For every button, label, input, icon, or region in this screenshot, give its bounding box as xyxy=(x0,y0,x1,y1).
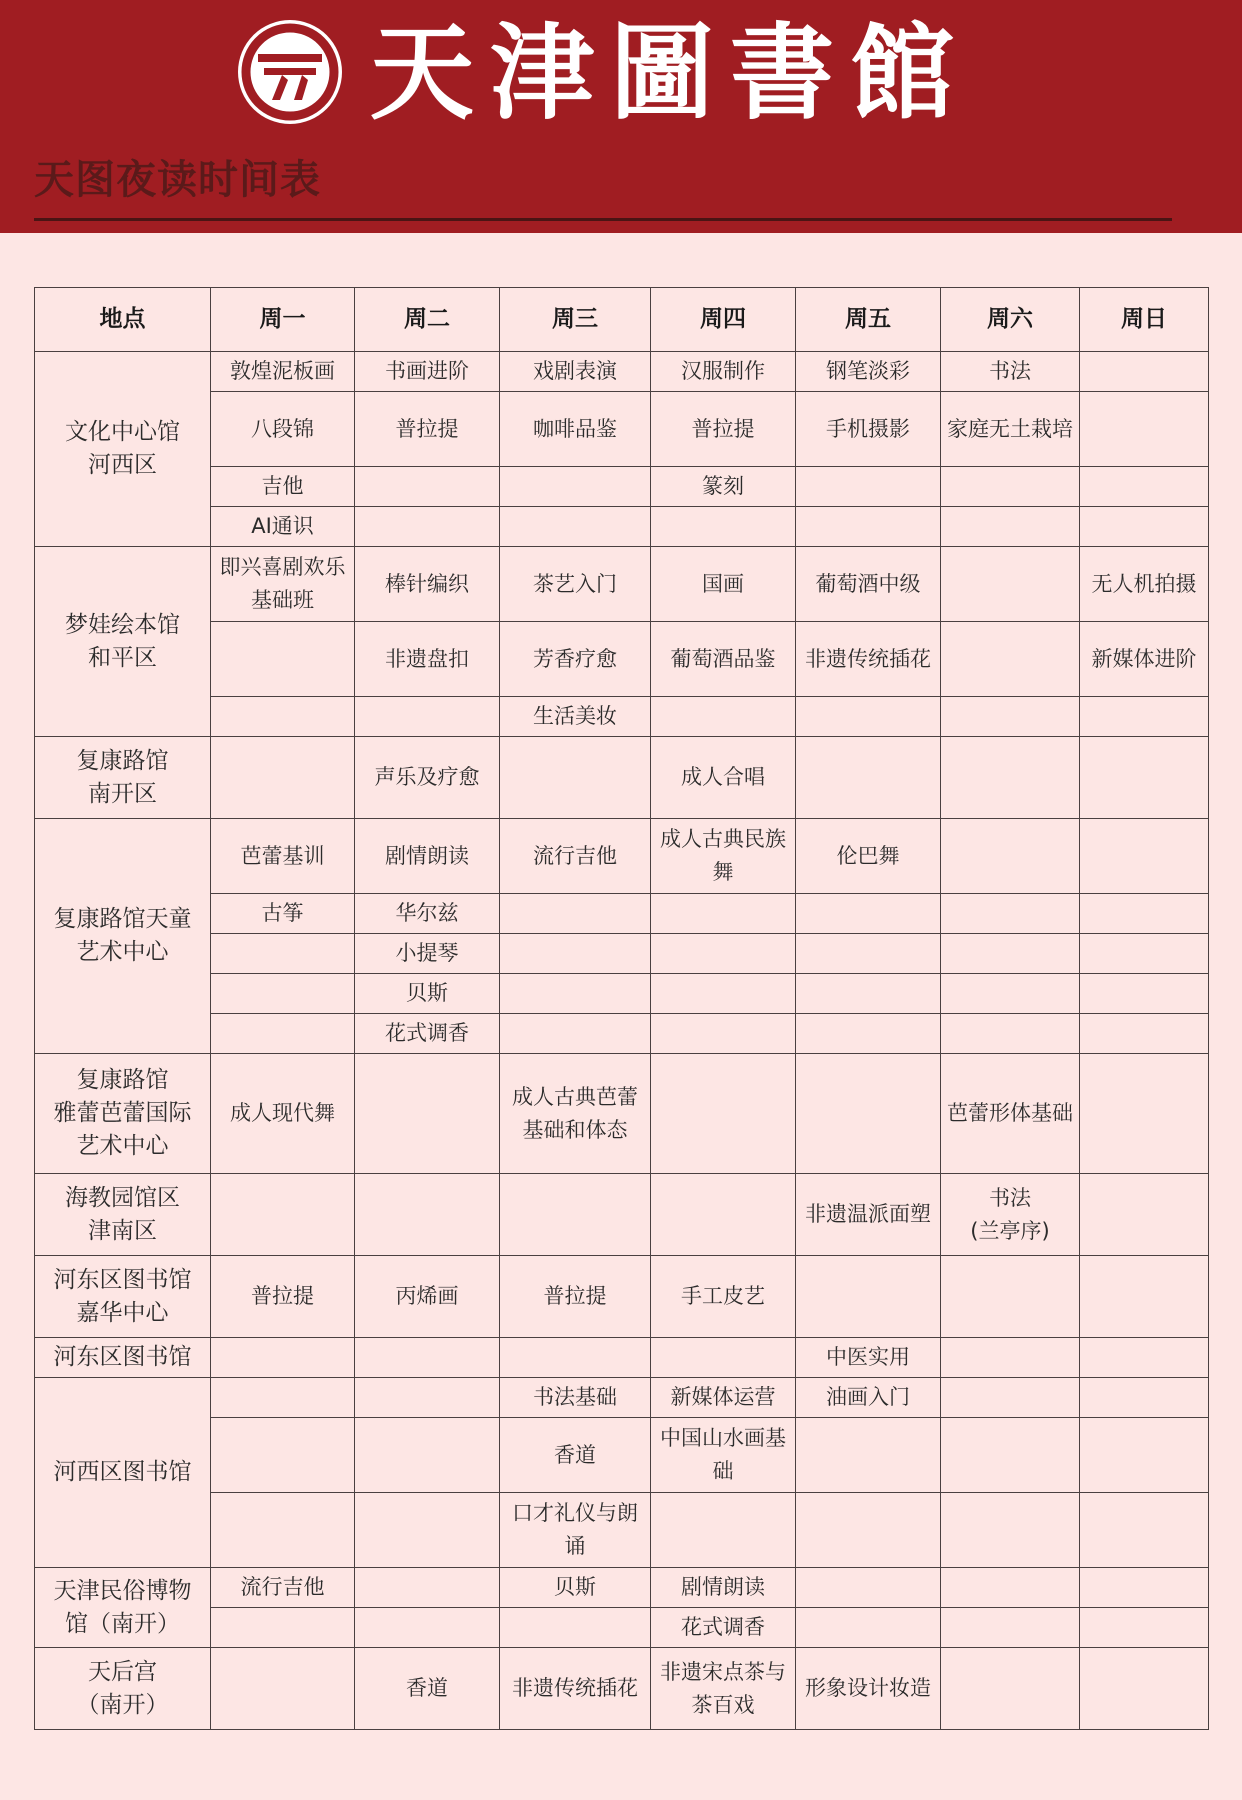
class-cell-tue xyxy=(355,1338,500,1378)
col-header-location: 地点 xyxy=(35,288,211,352)
class-cell-thu xyxy=(651,697,796,737)
class-cell-sun xyxy=(1080,934,1209,974)
library-logo xyxy=(238,20,342,124)
class-cell-tue xyxy=(355,1378,500,1418)
class-cell-sat: 家庭无土栽培 xyxy=(941,392,1080,467)
class-cell-thu xyxy=(651,507,796,547)
class-cell-sat xyxy=(941,1338,1080,1378)
class-cell-sun xyxy=(1080,894,1209,934)
class-cell-sun xyxy=(1080,467,1209,507)
class-cell-wed xyxy=(500,507,651,547)
class-cell-mon: 即兴喜剧欢乐基础班 xyxy=(211,547,355,622)
class-cell-fri: 伦巴舞 xyxy=(796,819,941,894)
class-cell-sun xyxy=(1080,1054,1209,1174)
class-cell-fri xyxy=(796,1568,941,1608)
class-cell-fri xyxy=(796,1256,941,1338)
location-cell: 天津民俗博物 馆（南开） xyxy=(35,1568,211,1648)
class-cell-fri: 形象设计妆造 xyxy=(796,1648,941,1730)
class-cell-thu: 成人合唱 xyxy=(651,737,796,819)
table-row xyxy=(35,467,1209,507)
class-cell-wed: 普拉提 xyxy=(500,1256,651,1338)
class-cell-sun xyxy=(1080,819,1209,894)
class-cell-mon xyxy=(211,1378,355,1418)
table-row xyxy=(35,1568,1209,1608)
class-cell-sat xyxy=(941,1378,1080,1418)
class-cell-thu: 篆刻 xyxy=(651,467,796,507)
schedule-table xyxy=(34,287,1209,1730)
class-cell-thu: 剧情朗读 xyxy=(651,1568,796,1608)
class-cell-wed xyxy=(500,1338,651,1378)
class-cell-sun xyxy=(1080,737,1209,819)
class-cell-tue xyxy=(355,1608,500,1648)
class-cell-fri: 葡萄酒中级 xyxy=(796,547,941,622)
col-header-tue: 周二 xyxy=(355,288,500,352)
class-cell-wed xyxy=(500,934,651,974)
class-cell-wed: 非遗传统插花 xyxy=(500,1648,651,1730)
class-cell-fri xyxy=(796,1493,941,1568)
class-cell-wed: 流行吉他 xyxy=(500,819,651,894)
class-cell-thu xyxy=(651,1338,796,1378)
class-cell-sat xyxy=(941,697,1080,737)
class-cell-sun xyxy=(1080,392,1209,467)
table-header-row xyxy=(35,288,1209,352)
class-cell-mon: 芭蕾基训 xyxy=(211,819,355,894)
class-cell-tue: 普拉提 xyxy=(355,392,500,467)
class-cell-fri: 非遗温派面塑 xyxy=(796,1174,941,1256)
class-cell-wed xyxy=(500,467,651,507)
class-cell-wed: 香道 xyxy=(500,1418,651,1493)
class-cell-tue xyxy=(355,697,500,737)
class-cell-fri: 油画入门 xyxy=(796,1378,941,1418)
class-cell-thu: 成人古典民族舞 xyxy=(651,819,796,894)
class-cell-wed xyxy=(500,1608,651,1648)
class-cell-mon xyxy=(211,1493,355,1568)
table-row xyxy=(35,934,1209,974)
class-cell-thu xyxy=(651,1014,796,1054)
class-cell-wed xyxy=(500,1014,651,1054)
location-cell: 天后宫 （南开） xyxy=(35,1648,211,1730)
class-cell-tue xyxy=(355,467,500,507)
class-cell-sat xyxy=(941,1014,1080,1054)
class-cell-thu xyxy=(651,934,796,974)
class-cell-mon xyxy=(211,737,355,819)
class-cell-mon xyxy=(211,1174,355,1256)
col-header-mon: 周一 xyxy=(211,288,355,352)
table-row xyxy=(35,392,1209,467)
class-cell-tue xyxy=(355,1054,500,1174)
class-cell-fri xyxy=(796,737,941,819)
class-cell-tue xyxy=(355,1493,500,1568)
class-cell-wed: 芳香疗愈 xyxy=(500,622,651,697)
class-cell-sat xyxy=(941,1568,1080,1608)
table-row xyxy=(35,1174,1209,1256)
class-cell-thu: 国画 xyxy=(651,547,796,622)
class-cell-sun xyxy=(1080,1648,1209,1730)
class-cell-tue: 香道 xyxy=(355,1648,500,1730)
col-header-fri: 周五 xyxy=(796,288,941,352)
class-cell-sat xyxy=(941,1418,1080,1493)
location-cell: 河西区图书馆 xyxy=(35,1378,211,1568)
class-cell-fri xyxy=(796,697,941,737)
col-header-thu: 周四 xyxy=(651,288,796,352)
location-cell: 文化中心馆 河西区 xyxy=(35,352,211,547)
class-cell-thu: 普拉提 xyxy=(651,392,796,467)
class-cell-fri xyxy=(796,467,941,507)
class-cell-fri: 中医实用 xyxy=(796,1338,941,1378)
class-cell-fri: 手机摄影 xyxy=(796,392,941,467)
library-logo-icon xyxy=(238,20,342,124)
class-cell-fri: 非遗传统插花 xyxy=(796,622,941,697)
class-cell-mon xyxy=(211,697,355,737)
table-row xyxy=(35,1338,1209,1378)
class-cell-sat xyxy=(941,819,1080,894)
table-row xyxy=(35,697,1209,737)
class-cell-sun xyxy=(1080,1493,1209,1568)
location-cell: 河东区图书馆 xyxy=(35,1338,211,1378)
class-cell-wed xyxy=(500,737,651,819)
class-cell-sun xyxy=(1080,507,1209,547)
class-cell-mon xyxy=(211,1338,355,1378)
class-cell-wed: 生活美妆 xyxy=(500,697,651,737)
class-cell-thu xyxy=(651,1493,796,1568)
col-header-sun: 周日 xyxy=(1080,288,1209,352)
class-cell-mon: 成人现代舞 xyxy=(211,1054,355,1174)
class-cell-wed xyxy=(500,974,651,1014)
class-cell-sat xyxy=(941,737,1080,819)
class-cell-tue: 声乐及疗愈 xyxy=(355,737,500,819)
header-banner xyxy=(0,0,1242,233)
class-cell-fri xyxy=(796,1608,941,1648)
class-cell-sat xyxy=(941,934,1080,974)
class-cell-sun: 新媒体进阶 xyxy=(1080,622,1209,697)
table-row xyxy=(35,1648,1209,1730)
class-cell-wed xyxy=(500,894,651,934)
table-row xyxy=(35,1378,1209,1418)
class-cell-mon: 敦煌泥板画 xyxy=(211,352,355,392)
class-cell-sun xyxy=(1080,697,1209,737)
class-cell-wed: 戏剧表演 xyxy=(500,352,651,392)
location-cell: 河东区图书馆 嘉华中心 xyxy=(35,1256,211,1338)
class-cell-tue xyxy=(355,1568,500,1608)
class-cell-sun xyxy=(1080,1568,1209,1608)
class-cell-wed: 茶艺入门 xyxy=(500,547,651,622)
table-row xyxy=(35,547,1209,622)
class-cell-thu: 中国山水画基础 xyxy=(651,1418,796,1493)
table-row xyxy=(35,894,1209,934)
col-header-wed: 周三 xyxy=(500,288,651,352)
table-row xyxy=(35,1054,1209,1174)
class-cell-sat xyxy=(941,467,1080,507)
class-cell-sat xyxy=(941,547,1080,622)
class-cell-tue: 小提琴 xyxy=(355,934,500,974)
class-cell-thu xyxy=(651,974,796,1014)
class-cell-sun xyxy=(1080,1418,1209,1493)
table-row xyxy=(35,622,1209,697)
class-cell-tue: 非遗盘扣 xyxy=(355,622,500,697)
class-cell-wed: 咖啡品鉴 xyxy=(500,392,651,467)
class-cell-tue xyxy=(355,1418,500,1493)
table-row xyxy=(35,819,1209,894)
location-cell: 梦娃绘本馆 和平区 xyxy=(35,547,211,737)
class-cell-mon xyxy=(211,1014,355,1054)
class-cell-sat xyxy=(941,1648,1080,1730)
class-cell-thu xyxy=(651,1054,796,1174)
class-cell-thu: 非遗宋点茶与茶百戏 xyxy=(651,1648,796,1730)
class-cell-thu: 手工皮艺 xyxy=(651,1256,796,1338)
class-cell-mon: AI通识 xyxy=(211,507,355,547)
class-cell-fri xyxy=(796,974,941,1014)
class-cell-sun xyxy=(1080,1608,1209,1648)
class-cell-mon: 吉他 xyxy=(211,467,355,507)
table-row xyxy=(35,1493,1209,1568)
location-cell: 海教园馆区 津南区 xyxy=(35,1174,211,1256)
class-cell-tue xyxy=(355,507,500,547)
class-cell-sat: 书法 xyxy=(941,352,1080,392)
class-cell-fri xyxy=(796,1054,941,1174)
class-cell-thu: 新媒体运营 xyxy=(651,1378,796,1418)
class-cell-wed: 口才礼仪与朗诵 xyxy=(500,1493,651,1568)
class-cell-tue: 华尔兹 xyxy=(355,894,500,934)
class-cell-sat xyxy=(941,507,1080,547)
class-cell-sat: 书法 (兰亭序) xyxy=(941,1174,1080,1256)
class-cell-fri xyxy=(796,507,941,547)
class-cell-fri xyxy=(796,934,941,974)
table-row xyxy=(35,1608,1209,1648)
class-cell-wed: 成人古典芭蕾基础和体态 xyxy=(500,1054,651,1174)
col-header-sat: 周六 xyxy=(941,288,1080,352)
class-cell-tue: 书画进阶 xyxy=(355,352,500,392)
class-cell-mon xyxy=(211,1608,355,1648)
table-row xyxy=(35,507,1209,547)
class-cell-sun xyxy=(1080,1174,1209,1256)
table-row xyxy=(35,1418,1209,1493)
class-cell-sat xyxy=(941,894,1080,934)
class-cell-thu: 花式调香 xyxy=(651,1608,796,1648)
library-name: 天津圖書館 xyxy=(370,11,971,134)
table-row xyxy=(35,1014,1209,1054)
class-cell-mon xyxy=(211,1418,355,1493)
class-cell-mon: 普拉提 xyxy=(211,1256,355,1338)
class-cell-wed: 书法基础 xyxy=(500,1378,651,1418)
class-cell-tue xyxy=(355,1174,500,1256)
class-cell-wed: 贝斯 xyxy=(500,1568,651,1608)
class-cell-thu xyxy=(651,1174,796,1256)
class-cell-mon: 古筝 xyxy=(211,894,355,934)
class-cell-tue: 花式调香 xyxy=(355,1014,500,1054)
class-cell-fri xyxy=(796,1014,941,1054)
class-cell-sat: 芭蕾形体基础 xyxy=(941,1054,1080,1174)
class-cell-sun xyxy=(1080,1378,1209,1418)
class-cell-tue: 剧情朗读 xyxy=(355,819,500,894)
class-cell-mon: 八段锦 xyxy=(211,392,355,467)
class-cell-sat xyxy=(941,974,1080,1014)
class-cell-fri xyxy=(796,894,941,934)
class-cell-thu: 葡萄酒品鉴 xyxy=(651,622,796,697)
table-row xyxy=(35,1256,1209,1338)
class-cell-sun xyxy=(1080,1014,1209,1054)
class-cell-tue: 棒针编织 xyxy=(355,547,500,622)
class-cell-sun xyxy=(1080,1338,1209,1378)
class-cell-thu: 汉服制作 xyxy=(651,352,796,392)
table-row xyxy=(35,737,1209,819)
class-cell-mon xyxy=(211,622,355,697)
class-cell-sat xyxy=(941,1608,1080,1648)
location-cell: 复康路馆天童 艺术中心 xyxy=(35,819,211,1054)
class-cell-sat xyxy=(941,1256,1080,1338)
class-cell-sun: 无人机拍摄 xyxy=(1080,547,1209,622)
class-cell-tue: 丙烯画 xyxy=(355,1256,500,1338)
class-cell-thu xyxy=(651,894,796,934)
class-cell-fri xyxy=(796,1418,941,1493)
class-cell-mon xyxy=(211,1648,355,1730)
class-cell-sat xyxy=(941,622,1080,697)
class-cell-sun xyxy=(1080,1256,1209,1338)
class-cell-tue: 贝斯 xyxy=(355,974,500,1014)
location-cell: 复康路馆 雅蕾芭蕾国际 艺术中心 xyxy=(35,1054,211,1174)
class-cell-mon xyxy=(211,934,355,974)
class-cell-mon xyxy=(211,974,355,1014)
class-cell-fri: 钢笔淡彩 xyxy=(796,352,941,392)
class-cell-sun xyxy=(1080,974,1209,1014)
page-title: 天图夜读时间表 xyxy=(34,157,321,203)
class-cell-sun xyxy=(1080,352,1209,392)
table-row xyxy=(35,974,1209,1014)
table-row xyxy=(35,352,1209,392)
class-cell-mon: 流行吉他 xyxy=(211,1568,355,1608)
class-cell-sat xyxy=(941,1493,1080,1568)
class-cell-wed xyxy=(500,1174,651,1256)
location-cell: 复康路馆 南开区 xyxy=(35,737,211,819)
title-divider xyxy=(34,218,1172,221)
